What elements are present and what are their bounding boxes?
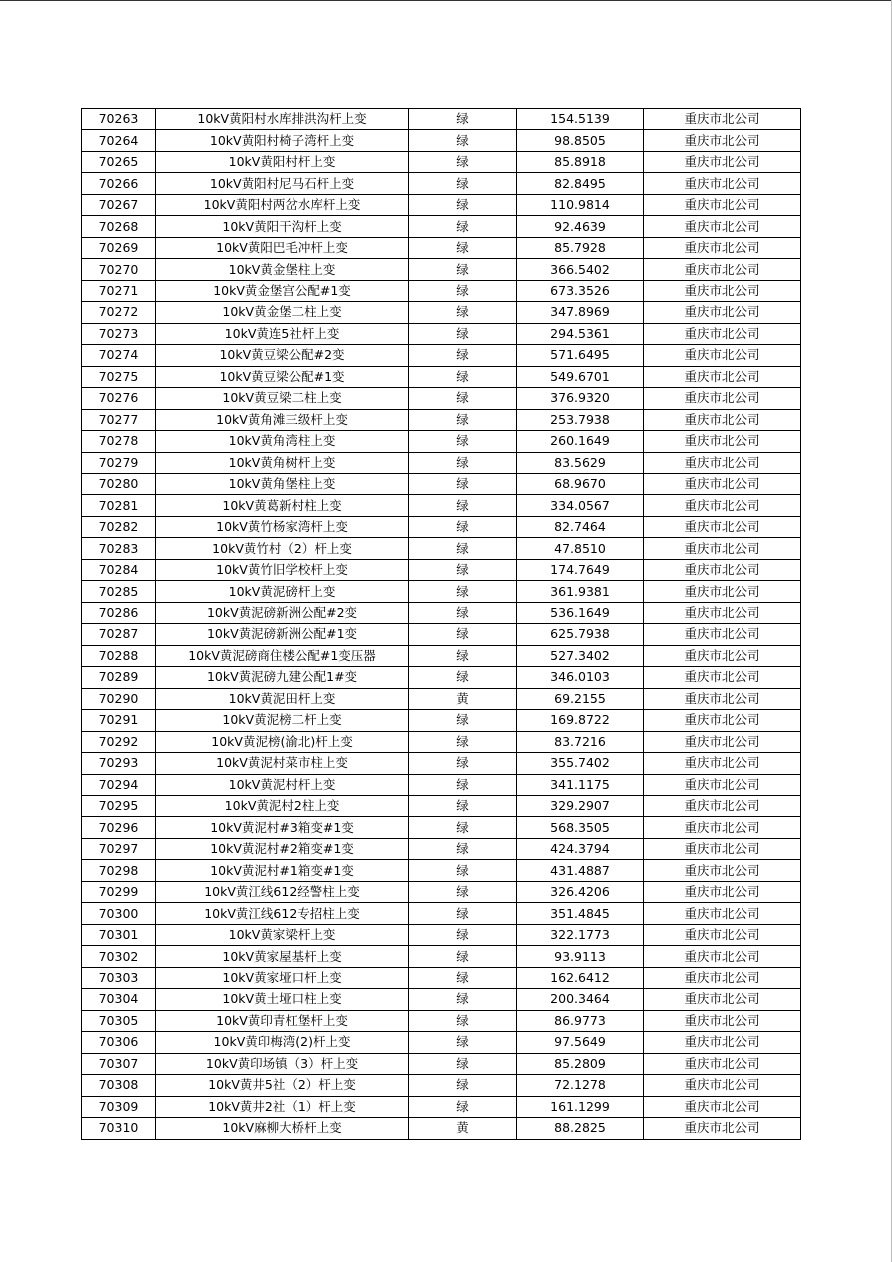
- cell-name: 10kV黄金堡二柱上变: [156, 302, 409, 323]
- table-row: [82, 688, 801, 709]
- cell-company: 重庆市北公司: [644, 473, 801, 494]
- cell-id: 70263: [82, 109, 156, 130]
- cell-value: 97.5649: [517, 1032, 644, 1053]
- cell-company: 重庆市北公司: [644, 194, 801, 215]
- cell-id: 70308: [82, 1075, 156, 1096]
- cell-status: 绿: [409, 109, 517, 130]
- cell-status: 绿: [409, 473, 517, 494]
- cell-status: 绿: [409, 280, 517, 301]
- cell-id: 70310: [82, 1118, 156, 1139]
- cell-value: 351.4845: [517, 903, 644, 924]
- cell-value: 536.1649: [517, 602, 644, 623]
- cell-company: 重庆市北公司: [644, 280, 801, 301]
- cell-company: 重庆市北公司: [644, 237, 801, 258]
- cell-company: 重庆市北公司: [644, 559, 801, 580]
- cell-company: 重庆市北公司: [644, 216, 801, 237]
- table-row: [82, 237, 801, 258]
- cell-name: 10kV黄角滩三级杆上变: [156, 409, 409, 430]
- cell-status: 绿: [409, 903, 517, 924]
- cell-name: 10kV黄印场镇（3）杆上变: [156, 1053, 409, 1074]
- cell-value: 347.8969: [517, 302, 644, 323]
- table-row: [82, 924, 801, 945]
- cell-value: 253.7938: [517, 409, 644, 430]
- cell-status: 黄: [409, 688, 517, 709]
- cell-name: 10kV黄连5社杆上变: [156, 323, 409, 344]
- cell-name: 10kV黄泥村杆上变: [156, 774, 409, 795]
- cell-status: 绿: [409, 1010, 517, 1031]
- table-row: [82, 473, 801, 494]
- cell-value: 83.5629: [517, 452, 644, 473]
- cell-status: 绿: [409, 237, 517, 258]
- table-row: [82, 409, 801, 430]
- cell-status: 绿: [409, 624, 517, 645]
- cell-company: 重庆市北公司: [644, 409, 801, 430]
- cell-id: 70279: [82, 452, 156, 473]
- cell-id: 70289: [82, 667, 156, 688]
- table-row: [82, 173, 801, 194]
- cell-id: 70303: [82, 967, 156, 988]
- cell-status: 绿: [409, 173, 517, 194]
- cell-id: 70267: [82, 194, 156, 215]
- cell-value: 625.7938: [517, 624, 644, 645]
- cell-name: 10kV黄泥村#3箱变#1变: [156, 817, 409, 838]
- cell-id: 70265: [82, 151, 156, 172]
- cell-status: 绿: [409, 559, 517, 580]
- cell-company: 重庆市北公司: [644, 989, 801, 1010]
- cell-value: 92.4639: [517, 216, 644, 237]
- cell-status: 绿: [409, 409, 517, 430]
- cell-value: 322.1773: [517, 924, 644, 945]
- cell-company: 重庆市北公司: [644, 645, 801, 666]
- cell-id: 70300: [82, 903, 156, 924]
- table-row: [82, 796, 801, 817]
- table-row: [82, 1075, 801, 1096]
- cell-id: 70274: [82, 345, 156, 366]
- cell-company: 重庆市北公司: [644, 924, 801, 945]
- cell-id: 70275: [82, 366, 156, 387]
- cell-id: 70309: [82, 1096, 156, 1117]
- cell-name: 10kV黄角湾柱上变: [156, 431, 409, 452]
- cell-value: 568.3505: [517, 817, 644, 838]
- table-row: [82, 431, 801, 452]
- table-row: [82, 1053, 801, 1074]
- cell-id: 70288: [82, 645, 156, 666]
- cell-name: 10kV黄泥磅新洲公配#1变: [156, 624, 409, 645]
- cell-id: 70295: [82, 796, 156, 817]
- cell-value: 98.8505: [517, 130, 644, 151]
- cell-name: 10kV黄土垭口柱上变: [156, 989, 409, 1010]
- cell-id: 70293: [82, 753, 156, 774]
- cell-company: 重庆市北公司: [644, 516, 801, 537]
- cell-status: 绿: [409, 796, 517, 817]
- cell-company: 重庆市北公司: [644, 151, 801, 172]
- cell-value: 85.2809: [517, 1053, 644, 1074]
- cell-company: 重庆市北公司: [644, 903, 801, 924]
- cell-company: 重庆市北公司: [644, 731, 801, 752]
- cell-id: 70306: [82, 1032, 156, 1053]
- cell-company: 重庆市北公司: [644, 796, 801, 817]
- cell-company: 重庆市北公司: [644, 1032, 801, 1053]
- cell-name: 10kV黄井2社（1）杆上变: [156, 1096, 409, 1117]
- cell-status: 绿: [409, 967, 517, 988]
- cell-status: 绿: [409, 1075, 517, 1096]
- cell-status: 绿: [409, 881, 517, 902]
- cell-id: 70298: [82, 860, 156, 881]
- cell-company: 重庆市北公司: [644, 753, 801, 774]
- cell-value: 86.9773: [517, 1010, 644, 1031]
- cell-value: 329.2907: [517, 796, 644, 817]
- cell-value: 366.5402: [517, 259, 644, 280]
- cell-id: 70266: [82, 173, 156, 194]
- cell-name: 10kV黄印青杠堡杆上变: [156, 1010, 409, 1031]
- cell-name: 10kV黄阳村椅子湾杆上变: [156, 130, 409, 151]
- cell-name: 10kV黄印梅湾(2)杆上变: [156, 1032, 409, 1053]
- cell-id: 70302: [82, 946, 156, 967]
- cell-company: 重庆市北公司: [644, 946, 801, 967]
- cell-status: 绿: [409, 1096, 517, 1117]
- cell-id: 70276: [82, 388, 156, 409]
- cell-company: 重庆市北公司: [644, 345, 801, 366]
- cell-company: 重庆市北公司: [644, 366, 801, 387]
- cell-id: 70294: [82, 774, 156, 795]
- table-row: [82, 345, 801, 366]
- cell-status: 绿: [409, 817, 517, 838]
- cell-company: 重庆市北公司: [644, 1118, 801, 1139]
- cell-name: 10kV黄江线612经警柱上变: [156, 881, 409, 902]
- cell-value: 431.4887: [517, 860, 644, 881]
- cell-name: 10kV黄豆梁公配#2变: [156, 345, 409, 366]
- table-row: [82, 516, 801, 537]
- cell-name: 10kV黄井5社（2）杆上变: [156, 1075, 409, 1096]
- table-row: [82, 280, 801, 301]
- cell-value: 355.7402: [517, 753, 644, 774]
- table-row: [82, 194, 801, 215]
- cell-status: 绿: [409, 731, 517, 752]
- cell-value: 200.3464: [517, 989, 644, 1010]
- cell-name: 10kV黄金堡柱上变: [156, 259, 409, 280]
- cell-value: 326.4206: [517, 881, 644, 902]
- cell-name: 10kV黄泥田杆上变: [156, 688, 409, 709]
- table-row: [82, 581, 801, 602]
- cell-status: 绿: [409, 838, 517, 859]
- cell-value: 549.6701: [517, 366, 644, 387]
- cell-value: 527.3402: [517, 645, 644, 666]
- cell-id: 70305: [82, 1010, 156, 1031]
- cell-value: 169.8722: [517, 710, 644, 731]
- cell-value: 334.0567: [517, 495, 644, 516]
- cell-name: 10kV黄泥磅新洲公配#2变: [156, 602, 409, 623]
- cell-value: 260.1649: [517, 431, 644, 452]
- cell-name: 10kV黄泥榜二杆上变: [156, 710, 409, 731]
- cell-company: 重庆市北公司: [644, 602, 801, 623]
- table-row: [82, 366, 801, 387]
- cell-id: 70282: [82, 516, 156, 537]
- cell-value: 341.1175: [517, 774, 644, 795]
- cell-name: 10kV黄阳村尼马石杆上变: [156, 173, 409, 194]
- cell-company: 重庆市北公司: [644, 109, 801, 130]
- cell-value: 110.9814: [517, 194, 644, 215]
- cell-value: 47.8510: [517, 538, 644, 559]
- cell-id: 70283: [82, 538, 156, 559]
- table-row: [82, 1096, 801, 1117]
- cell-company: 重庆市北公司: [644, 817, 801, 838]
- cell-company: 重庆市北公司: [644, 710, 801, 731]
- cell-value: 85.7928: [517, 237, 644, 258]
- cell-status: 绿: [409, 130, 517, 151]
- cell-id: 70268: [82, 216, 156, 237]
- cell-status: 绿: [409, 302, 517, 323]
- table-body: [82, 109, 801, 1140]
- cell-name: 10kV黄泥村菜市柱上变: [156, 753, 409, 774]
- cell-status: 绿: [409, 860, 517, 881]
- cell-company: 重庆市北公司: [644, 838, 801, 859]
- cell-status: 绿: [409, 581, 517, 602]
- cell-value: 361.9381: [517, 581, 644, 602]
- cell-id: 70299: [82, 881, 156, 902]
- cell-company: 重庆市北公司: [644, 1096, 801, 1117]
- cell-value: 346.0103: [517, 667, 644, 688]
- cell-company: 重庆市北公司: [644, 302, 801, 323]
- table-row: [82, 838, 801, 859]
- cell-value: 673.3526: [517, 280, 644, 301]
- cell-status: 绿: [409, 366, 517, 387]
- cell-id: 70286: [82, 602, 156, 623]
- cell-value: 68.9670: [517, 473, 644, 494]
- cell-company: 重庆市北公司: [644, 667, 801, 688]
- cell-company: 重庆市北公司: [644, 860, 801, 881]
- cell-status: 绿: [409, 323, 517, 344]
- cell-name: 10kV麻柳大桥杆上变: [156, 1118, 409, 1139]
- table-row: [82, 302, 801, 323]
- cell-name: 10kV黄阳巴毛冲杆上变: [156, 237, 409, 258]
- table-row: [82, 559, 801, 580]
- cell-status: 绿: [409, 924, 517, 945]
- cell-name: 10kV黄阳村水库排洪沟杆上变: [156, 109, 409, 130]
- cell-status: 绿: [409, 538, 517, 559]
- cell-name: 10kV黄泥磅商住楼公配#1变压器: [156, 645, 409, 666]
- cell-status: 绿: [409, 645, 517, 666]
- table-row: [82, 817, 801, 838]
- cell-id: 70292: [82, 731, 156, 752]
- cell-company: 重庆市北公司: [644, 452, 801, 473]
- cell-name: 10kV黄葛新村柱上变: [156, 495, 409, 516]
- cell-value: 162.6412: [517, 967, 644, 988]
- cell-status: 绿: [409, 710, 517, 731]
- cell-status: 绿: [409, 667, 517, 688]
- cell-status: 绿: [409, 452, 517, 473]
- cell-value: 571.6495: [517, 345, 644, 366]
- table-row: [82, 602, 801, 623]
- cell-name: 10kV黄泥村#1箱变#1变: [156, 860, 409, 881]
- table-row: [82, 946, 801, 967]
- cell-status: 绿: [409, 946, 517, 967]
- cell-id: 70277: [82, 409, 156, 430]
- table-row: [82, 151, 801, 172]
- cell-id: 70281: [82, 495, 156, 516]
- cell-value: 154.5139: [517, 109, 644, 130]
- cell-name: 10kV黄泥村#2箱变#1变: [156, 838, 409, 859]
- cell-status: 绿: [409, 194, 517, 215]
- cell-status: 绿: [409, 216, 517, 237]
- cell-status: 绿: [409, 431, 517, 452]
- cell-company: 重庆市北公司: [644, 967, 801, 988]
- cell-id: 70271: [82, 280, 156, 301]
- cell-status: 绿: [409, 151, 517, 172]
- cell-status: 绿: [409, 989, 517, 1010]
- transformer-table: [81, 108, 801, 1140]
- cell-name: 10kV黄角堡柱上变: [156, 473, 409, 494]
- cell-name: 10kV黄泥榜(渝北)杆上变: [156, 731, 409, 752]
- cell-name: 10kV黄金堡宫公配#1变: [156, 280, 409, 301]
- cell-company: 重庆市北公司: [644, 388, 801, 409]
- cell-id: 70285: [82, 581, 156, 602]
- cell-value: 93.9113: [517, 946, 644, 967]
- table-row: [82, 860, 801, 881]
- cell-status: 绿: [409, 516, 517, 537]
- table-row: [82, 731, 801, 752]
- table-row: [82, 538, 801, 559]
- cell-status: 黄: [409, 1118, 517, 1139]
- cell-id: 70273: [82, 323, 156, 344]
- cell-id: 70287: [82, 624, 156, 645]
- cell-name: 10kV黄竹旧学校杆上变: [156, 559, 409, 580]
- cell-value: 83.7216: [517, 731, 644, 752]
- cell-name: 10kV黄竹杨家湾杆上变: [156, 516, 409, 537]
- table-row: [82, 624, 801, 645]
- cell-id: 70307: [82, 1053, 156, 1074]
- cell-id: 70297: [82, 838, 156, 859]
- cell-company: 重庆市北公司: [644, 130, 801, 151]
- table-row: [82, 1118, 801, 1139]
- cell-company: 重庆市北公司: [644, 495, 801, 516]
- table-row: [82, 903, 801, 924]
- cell-status: 绿: [409, 753, 517, 774]
- cell-status: 绿: [409, 259, 517, 280]
- table-row: [82, 989, 801, 1010]
- cell-value: 82.7464: [517, 516, 644, 537]
- cell-value: 174.7649: [517, 559, 644, 580]
- cell-name: 10kV黄泥磅九建公配1#变: [156, 667, 409, 688]
- table-row: [82, 774, 801, 795]
- cell-company: 重庆市北公司: [644, 774, 801, 795]
- cell-name: 10kV黄竹村（2）杆上变: [156, 538, 409, 559]
- table-row: [82, 667, 801, 688]
- cell-company: 重庆市北公司: [644, 688, 801, 709]
- table-row: [82, 452, 801, 473]
- table-row: [82, 967, 801, 988]
- cell-company: 重庆市北公司: [644, 323, 801, 344]
- cell-name: 10kV黄家垭口杆上变: [156, 967, 409, 988]
- cell-name: 10kV黄角树杆上变: [156, 452, 409, 473]
- cell-status: 绿: [409, 1032, 517, 1053]
- cell-name: 10kV黄泥村2柱上变: [156, 796, 409, 817]
- cell-value: 88.2825: [517, 1118, 644, 1139]
- cell-id: 70264: [82, 130, 156, 151]
- table-row: [82, 645, 801, 666]
- cell-company: 重庆市北公司: [644, 1053, 801, 1074]
- table-row: [82, 130, 801, 151]
- cell-value: 294.5361: [517, 323, 644, 344]
- table-row: [82, 388, 801, 409]
- cell-value: 161.1299: [517, 1096, 644, 1117]
- cell-company: 重庆市北公司: [644, 581, 801, 602]
- cell-name: 10kV黄家屋基杆上变: [156, 946, 409, 967]
- cell-name: 10kV黄江线612专招柱上变: [156, 903, 409, 924]
- cell-company: 重庆市北公司: [644, 259, 801, 280]
- cell-company: 重庆市北公司: [644, 431, 801, 452]
- table-row: [82, 753, 801, 774]
- cell-id: 70280: [82, 473, 156, 494]
- cell-id: 70296: [82, 817, 156, 838]
- cell-id: 70304: [82, 989, 156, 1010]
- cell-status: 绿: [409, 774, 517, 795]
- cell-name: 10kV黄豆梁二柱上变: [156, 388, 409, 409]
- cell-value: 82.8495: [517, 173, 644, 194]
- cell-company: 重庆市北公司: [644, 881, 801, 902]
- cell-id: 70290: [82, 688, 156, 709]
- cell-name: 10kV黄阳村两岔水库杆上变: [156, 194, 409, 215]
- table-row: [82, 1010, 801, 1031]
- cell-status: 绿: [409, 345, 517, 366]
- cell-value: 69.2155: [517, 688, 644, 709]
- table-row: [82, 259, 801, 280]
- cell-name: 10kV黄泥磅杆上变: [156, 581, 409, 602]
- cell-company: 重庆市北公司: [644, 538, 801, 559]
- cell-name: 10kV黄阳干沟杆上变: [156, 216, 409, 237]
- cell-value: 72.1278: [517, 1075, 644, 1096]
- page-top-border: [0, 0, 892, 1]
- cell-id: 70284: [82, 559, 156, 580]
- cell-id: 70272: [82, 302, 156, 323]
- table-row: [82, 1032, 801, 1053]
- cell-name: 10kV黄家梁杆上变: [156, 924, 409, 945]
- cell-status: 绿: [409, 1053, 517, 1074]
- cell-status: 绿: [409, 602, 517, 623]
- cell-company: 重庆市北公司: [644, 1075, 801, 1096]
- table-row: [82, 323, 801, 344]
- table-row: [82, 881, 801, 902]
- cell-name: 10kV黄阳村杆上变: [156, 151, 409, 172]
- cell-name: 10kV黄豆梁公配#1变: [156, 366, 409, 387]
- cell-id: 70278: [82, 431, 156, 452]
- cell-company: 重庆市北公司: [644, 624, 801, 645]
- cell-value: 376.9320: [517, 388, 644, 409]
- table-row: [82, 216, 801, 237]
- table-row: [82, 710, 801, 731]
- cell-id: 70270: [82, 259, 156, 280]
- cell-value: 85.8918: [517, 151, 644, 172]
- cell-id: 70301: [82, 924, 156, 945]
- cell-company: 重庆市北公司: [644, 1010, 801, 1031]
- table-row: [82, 495, 801, 516]
- cell-id: 70291: [82, 710, 156, 731]
- table-row: [82, 109, 801, 130]
- cell-value: 424.3794: [517, 838, 644, 859]
- cell-status: 绿: [409, 388, 517, 409]
- cell-company: 重庆市北公司: [644, 173, 801, 194]
- cell-id: 70269: [82, 237, 156, 258]
- cell-status: 绿: [409, 495, 517, 516]
